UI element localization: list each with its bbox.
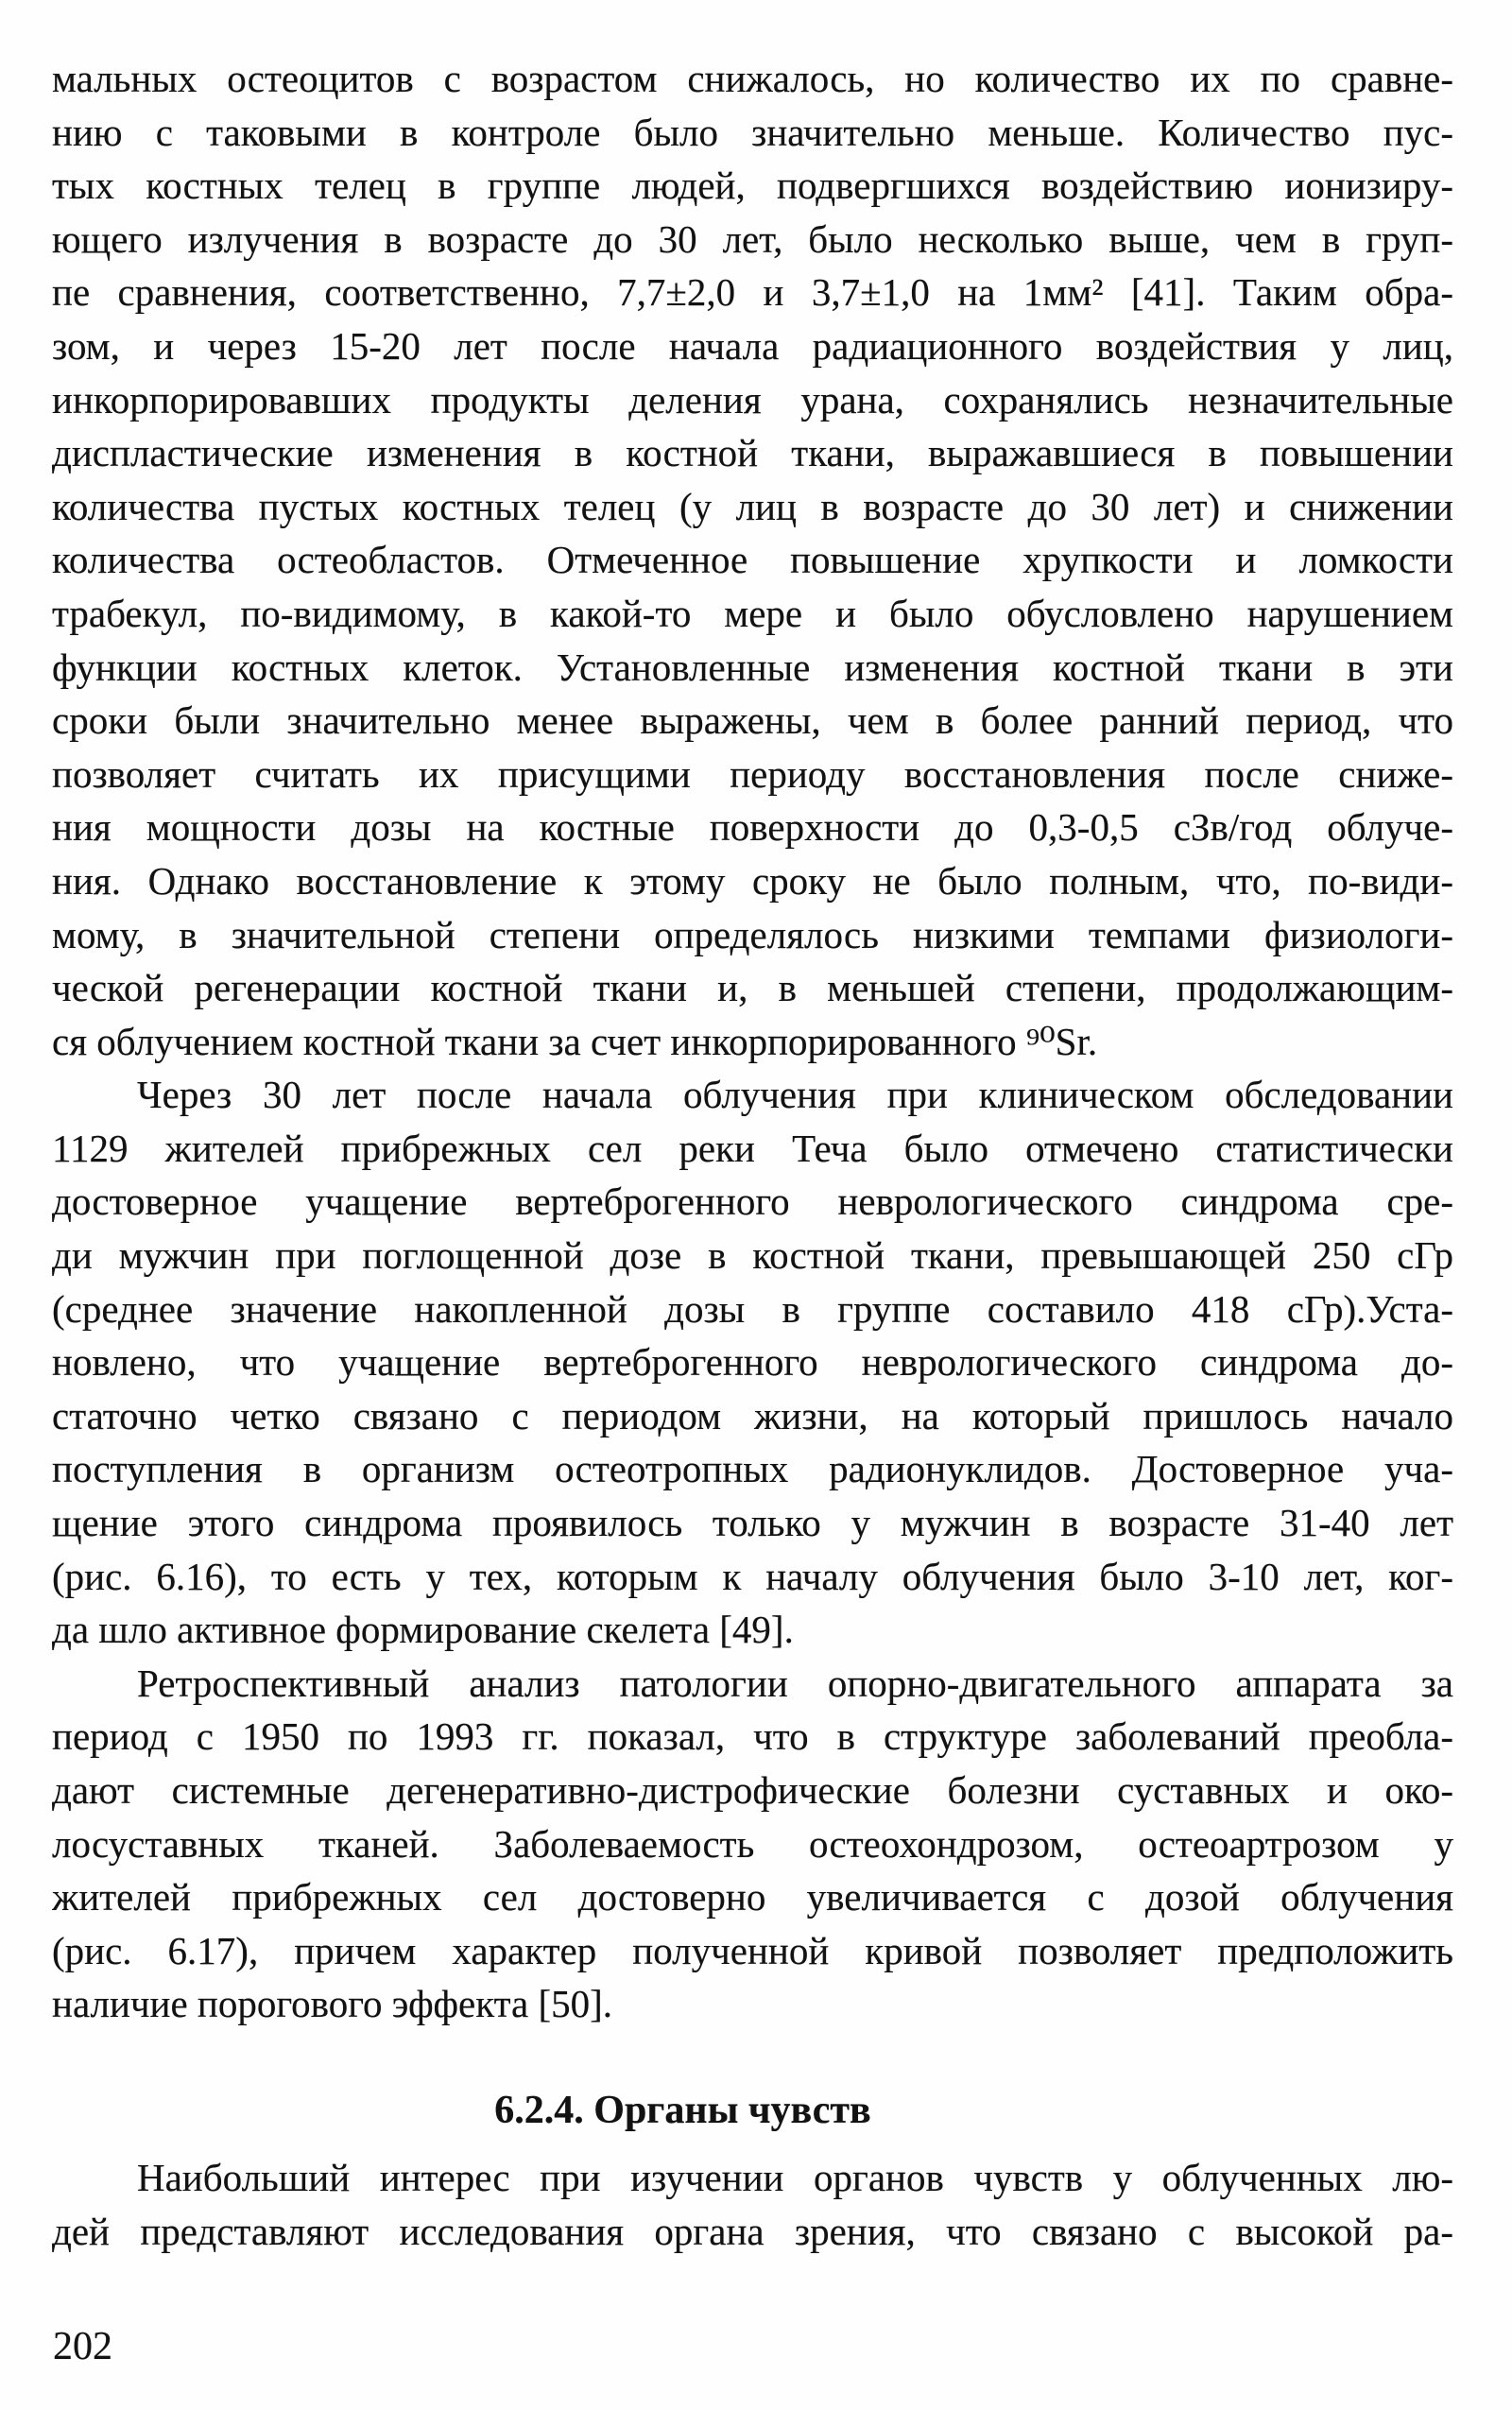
text-line: позволяет считать их присущими периоду восстановления после сниже-	[52, 751, 1453, 796]
text-line: количества остеобластов. Отмеченное повышение хрупкости и ломкости	[52, 538, 1453, 582]
text-line: трабекул, по-видимому, в какой-то мере и было обусловлено нарушением	[52, 591, 1453, 635]
text-line: (рис. 6.16), то есть у тех, которым к началу облучения было 3-10 лет, ког-	[52, 1554, 1453, 1598]
text-line: ся облучением костной ткани за счет инкорпорированного ⁹⁰Sr.	[52, 1019, 1098, 1063]
text-line: ющего излучения в возрасте до 30 лет, было несколько выше, чем в груп-	[52, 216, 1453, 261]
text-block	[52, 52, 1453, 2258]
text-line: ния. Однако восстановление к этому сроку не было полным, что, по-види-	[52, 858, 1453, 903]
text-line: поступления в организм остеотропных радионуклидов. Достоверное уча-	[52, 1447, 1453, 1491]
text-line: дей представляют исследования органа зрения, что связано с высокой ра-	[52, 2209, 1453, 2253]
text-line: достоверное учащение вертеброгенного неврологического синдрома сре-	[52, 1179, 1453, 1224]
text-line: пе сравнения, соответственно, 7,7±2,0 и 3,7±1,0 на 1мм² [41]. Таким обра-	[52, 270, 1453, 315]
text-line: мому, в значительной степени определялось низкими темпами физиологи-	[52, 912, 1453, 956]
text-line: нию с таковыми в контроле было значительно меньше. Количество пус-	[52, 110, 1453, 154]
text-line: инкорпорировавших продукты деления урана, сохранялись незначительные	[52, 377, 1453, 422]
text-line: тых костных телец в группе людей, подвергшихся воздействию ионизиру-	[52, 164, 1453, 208]
page-number: 202	[53, 2325, 112, 2368]
text-line: мальных остеоцитов с возрастом снижалось, но количество их по сравне-	[52, 57, 1453, 100]
text-line: ния мощности дозы на костные поверхности до 0,3-0,5 сЗв/год облуче-	[52, 805, 1453, 850]
section-heading: 6.2.4. Органы чувств	[494, 2088, 871, 2132]
body-text	[52, 52, 1453, 2031]
text-line: наличие порогового эффекта [50].	[52, 1982, 613, 2026]
text-line: Ретроспективный анализ патологии опорно-двигательного аппарата за	[137, 1661, 1453, 1705]
text-line: жителей прибрежных сел достоверно увеличивается с дозой облучения	[52, 1875, 1453, 1919]
text-line: период с 1950 по 1993 гг. показал, что в структуре заболеваний преобла-	[52, 1714, 1453, 1759]
text-line: Наибольший интерес при изучении органов чувств у облученных лю-	[137, 2155, 1453, 2199]
text-line: функции костных клеток. Установленные изменения костной ткани в эти	[52, 645, 1453, 689]
text-line: статочно четко связано с периодом жизни, на который пришлось начало	[52, 1393, 1453, 1437]
text-line: (рис. 6.17), причем характер полученной кривой позволяет предположить	[52, 1928, 1453, 1972]
text-line: сроки были значительно менее выражены, чем в более ранний период, что	[52, 698, 1453, 743]
text-line: да шло активное формирование скелета [49].	[52, 1608, 794, 1652]
text-line: зом, и через 15-20 лет после начала радиационного воздействия у лиц,	[52, 323, 1453, 368]
text-line: дают системные дегенеративно-дистрофические болезни суставных и око-	[52, 1768, 1453, 1812]
text-line: диспластические изменения в костной ткани, выражавшиеся в повышении	[52, 431, 1453, 475]
text-line: Через 30 лет после начала облучения при клиническом обследовании	[137, 1073, 1453, 1117]
text-line: щение этого синдрома проявилось только у мужчин в возрасте 31-40 лет	[52, 1501, 1453, 1545]
body-text-after-heading	[52, 2151, 1453, 2258]
text-line: ди мужчин при поглощенной дозе в костной ткани, превышающей 250 сГр	[52, 1233, 1453, 1278]
text-line: количества пустых костных телец (у лиц в возрасте до 30 лет) и снижении	[52, 484, 1453, 528]
text-line: (среднее значение накопленной дозы в группе составило 418 сГр).Уста-	[52, 1286, 1453, 1331]
text-line: 1129 жителей прибрежных сел реки Теча было отмечено статистически	[52, 1126, 1453, 1170]
text-line: новлено, что учащение вертеброгенного неврологического синдрома до-	[52, 1340, 1453, 1385]
text-line: ческой регенерации костной ткани и, в меньшей степени, продолжающим-	[52, 966, 1453, 1010]
text-line: лосуставных тканей. Заболеваемость остеохондрозом, остеоартрозом у	[52, 1821, 1453, 1866]
